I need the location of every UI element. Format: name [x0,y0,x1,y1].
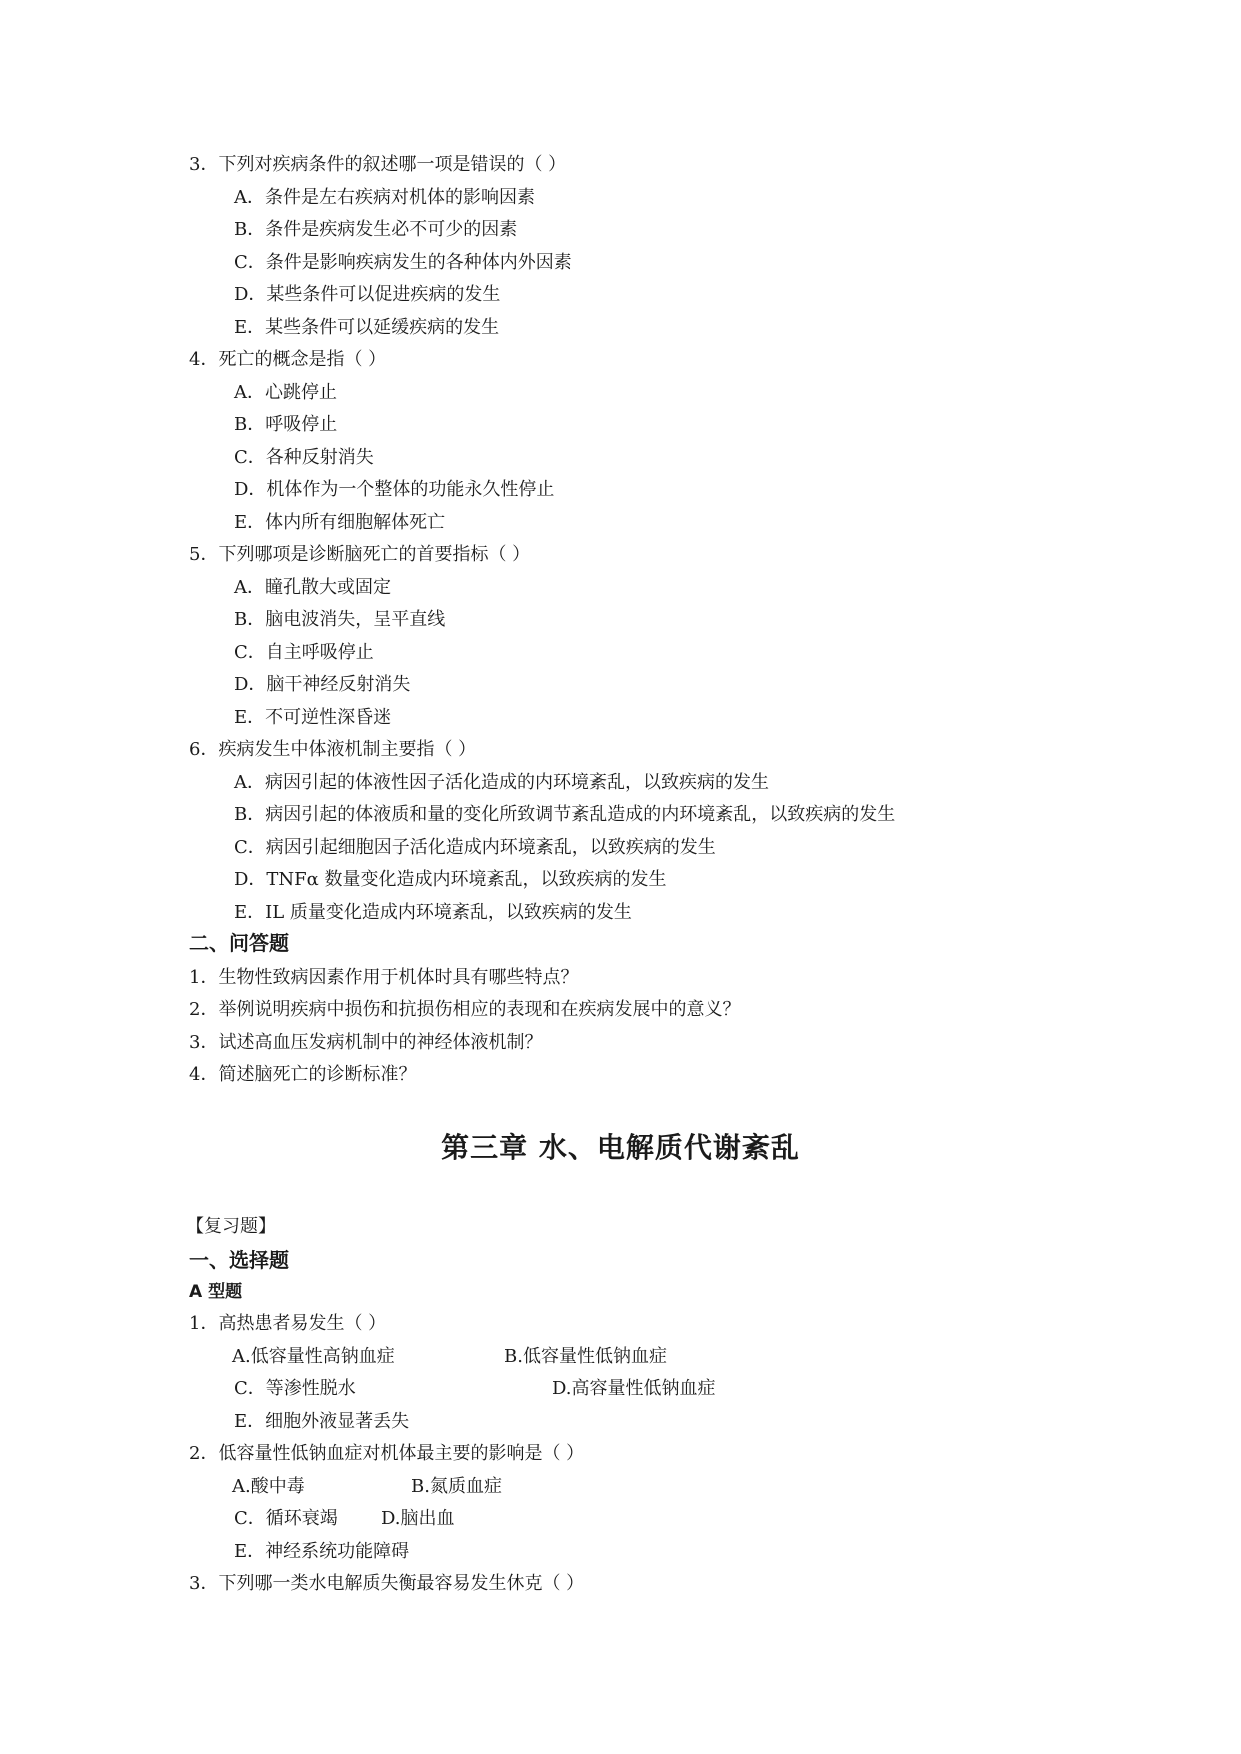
option-d: D.脑出血 [381,1508,455,1529]
question-4: 4．死亡的概念是指（ ） [189,349,387,370]
option-c: C．各种反射消失 [234,447,374,468]
option-b: B．条件是疾病发生必不可少的因素 [234,219,518,240]
option-d: D．脑干神经反射消失 [234,674,411,695]
option-c: C．病因引起细胞因子活化造成内环境紊乱，以致疾病的发生 [234,837,716,858]
question-3: 3．下列哪一类水电解质失衡最容易发生休克（ ） [189,1573,585,1594]
section-heading-qa: 二、问答题 [189,931,289,955]
option-d: D．某些条件可以促进疾病的发生 [234,284,501,305]
option-d: D．机体作为一个整体的功能永久性停止 [234,479,555,500]
option-a: A．病因引起的体液性因子活化造成的内环境紊乱，以致疾病的发生 [234,772,769,793]
option-c: C．循环衰竭 [234,1508,338,1529]
option-c: C．条件是影响疾病发生的各种体内外因素 [234,252,572,273]
section-heading-choice: 一、选择题 [189,1248,289,1272]
option-b: B．脑电波消失，呈平直线 [234,609,446,630]
option-e: E．某些条件可以延缓疾病的发生 [234,317,500,338]
chapter-title: 第三章 水、电解质代谢紊乱 [441,1131,800,1164]
option-b: B.低容量性低钠血症 [504,1346,667,1367]
question-3: 3．下列对疾病条件的叙述哪一项是错误的（ ） [189,154,567,175]
question-5: 5．下列哪项是诊断脑死亡的首要指标（ ） [189,544,531,565]
option-a: A．瞳孔散大或固定 [234,577,391,598]
qa-item-3: 3．试述高血压发病机制中的神经体液机制？ [189,1032,543,1053]
type-label: A 型题 [189,1282,243,1302]
option-b: B．呼吸停止 [234,414,338,435]
option-b: B.氮质血症 [411,1476,502,1497]
qa-item-2: 2．举例说明疾病中损伤和抗损伤相应的表现和在疾病发展中的意义？ [189,999,741,1020]
option-e: E．细胞外液显著丢失 [234,1411,410,1432]
option-e: E．神经系统功能障碍 [234,1541,410,1562]
option-a: A.酸中毒 [232,1476,305,1497]
option-b: B．病因引起的体液质和量的变化所致调节紊乱造成的内环境紊乱，以致疾病的发生 [234,804,896,825]
option-e: E．不可逆性深昏迷 [234,707,392,728]
option-a: A．条件是左右疾病对机体的影响因素 [234,187,535,208]
question-1: 1．高热患者易发生（ ） [189,1313,387,1334]
option-a: A.低容量性高钠血症 [232,1346,395,1367]
question-2: 2．低容量性低钠血症对机体最主要的影响是（ ） [189,1443,585,1464]
qa-item-1: 1．生物性致病因素作用于机体时具有哪些特点？ [189,967,579,988]
option-e: E．体内所有细胞解体死亡 [234,512,446,533]
option-c: C．等渗性脱水 [234,1378,356,1399]
qa-item-4: 4．简述脑死亡的诊断标准？ [189,1064,417,1085]
option-a: A．心跳停止 [234,382,337,403]
option-d: D.高容量性低钠血症 [552,1378,716,1399]
review-label: 【复习题】 [186,1216,276,1237]
option-e: E．IL 质量变化造成内环境紊乱，以致疾病的发生 [234,902,632,923]
question-6: 6．疾病发生中体液机制主要指（ ） [189,739,477,760]
option-c: C．自主呼吸停止 [234,642,374,663]
option-d: D．TNFα 数量变化造成内环境紊乱，以致疾病的发生 [234,869,667,890]
